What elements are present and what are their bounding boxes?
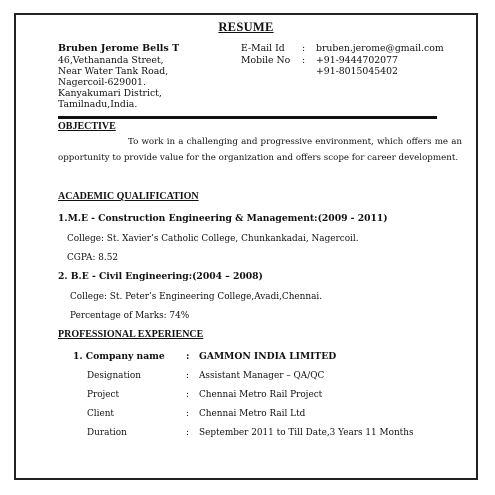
- experience-sep-duration: :: [186, 428, 189, 438]
- experience-label-company: 1. Company name: [73, 351, 165, 362]
- experience-value-client: Chennai Metro Rail Ltd: [199, 409, 306, 419]
- email-separator: :: [302, 43, 306, 54]
- address-line-2: Near Water Tank Road,: [58, 66, 169, 77]
- academic-heading: ACADEMIC QUALIFICATION: [58, 191, 199, 202]
- candidate-name: Bruben Jerome Bells T: [58, 43, 180, 54]
- experience-sep-designation: :: [186, 371, 189, 381]
- email-value: bruben.jerome@gmail.com: [316, 43, 444, 54]
- mobile-label: Mobile No: [241, 55, 291, 66]
- experience-label-client: Client: [87, 409, 115, 419]
- mobile-value-2: +91-8015045402: [316, 66, 398, 77]
- experience-sep-client: :: [186, 409, 189, 419]
- experience-value-company: GAMMON INDIA LIMITED: [199, 351, 337, 362]
- qualification-2-college: College: St. Peter’s Engineering College,Avadi,Chennai.: [70, 292, 323, 302]
- address-line-1: 46,Vethananda Street,: [58, 55, 164, 66]
- address-line-3: Nagercoil-629001.: [58, 77, 146, 88]
- objective-heading: OBJECTIVE: [58, 121, 116, 132]
- resume-title: RESUME: [218, 20, 274, 34]
- experience-value-project: Chennai Metro Rail Project: [199, 390, 323, 400]
- experience-label-duration: Duration: [87, 428, 127, 438]
- email-label: E-Mail Id: [241, 43, 285, 54]
- experience-label-designation: Designation: [87, 371, 141, 381]
- section-divider: [58, 116, 437, 119]
- mobile-value-1: +91-9444702077: [316, 55, 398, 66]
- experience-sep-company: :: [186, 351, 190, 362]
- address-line-5: Tamilnadu,India.: [58, 99, 138, 110]
- experience-label-project: Project: [87, 390, 120, 400]
- objective-text-content: To work in a challenging and progressive environment, which offers me an opportunity to provide value for the organization and offers scope for career development.: [58, 137, 462, 163]
- experience-value-duration: September 2011 to Till Date,3 Years 11 Months: [199, 428, 414, 438]
- qualification-1-college: College: St. Xavier’s Catholic College, Chunkankadai, Nagercoil.: [67, 234, 359, 244]
- qualification-2-title: 2. B.E - Civil Engineering:(2004 – 2008): [58, 271, 263, 282]
- qualification-1-score: CGPA: 8.52: [67, 253, 119, 263]
- qualification-2-score: Percentage of Marks: 74%: [70, 311, 190, 321]
- mobile-separator: :: [302, 55, 306, 66]
- experience-sep-project: :: [186, 390, 189, 400]
- experience-heading: PROFESSIONAL EXPERIENCE: [58, 329, 204, 340]
- experience-value-designation: Assistant Manager – QA/QC: [199, 371, 325, 381]
- address-line-4: Kanyakumari District,: [58, 88, 162, 99]
- qualification-1-title: 1.M.E - Construction Engineering & Management:(2009 - 2011): [58, 213, 388, 224]
- objective-text: [58, 134, 462, 166]
